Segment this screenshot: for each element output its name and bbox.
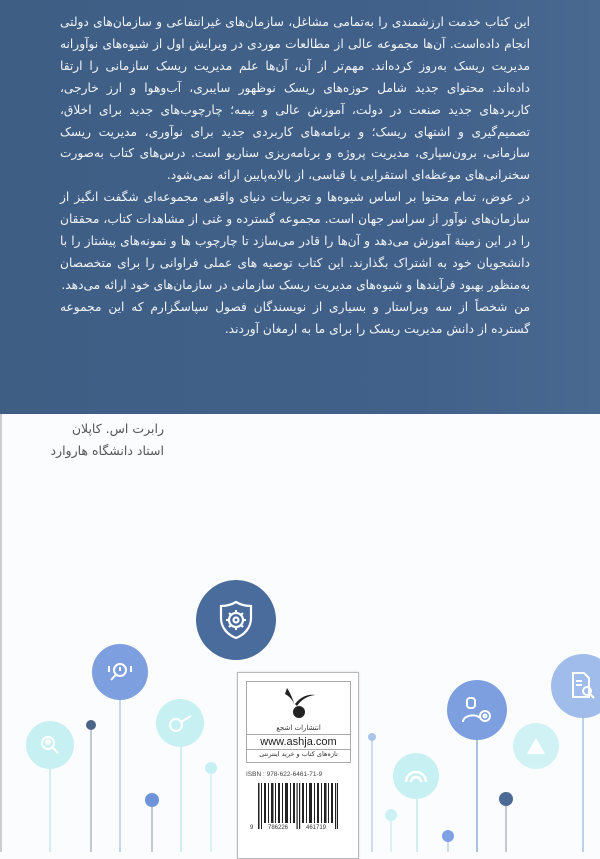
dot xyxy=(145,793,159,807)
publisher-barcode-box xyxy=(237,672,359,859)
barcode xyxy=(258,783,338,829)
dot xyxy=(499,792,513,806)
stem xyxy=(476,740,478,852)
isbn: ISBN : 978-622-6461-71-9 xyxy=(246,771,323,778)
signature-name: رابرت اس. کاپلان xyxy=(71,421,164,436)
document-search-icon xyxy=(551,654,600,718)
blurb-paragraph-1: این کتاب خدمت ارزشمندی را به‌تمامی مشاغل، سازمان‌های غیرانتفاعی و سازمان‌های دولتی انجام داده‌است. آن‌ها مجموعه عالی از مطالعات موردی در ویرایش اول از شیوه‌های نوآورانه مدیریت ریسک به‌روز کرده‌اند. مهم‌تر از آن، آن‌ها علم مدیریت ریسک سازمانی را ارتقا داده‌اند. محتوای جدید شامل حوزه‌های ریسک نوظهور سایبری، آب‌وهوا و ارز خارجی، کاربردهای جدید صنعت در دولت، آموزش عالی و بیمه؛ چارچوب‌های جدید برای اخلاق، تصمیم‌گیری و اشتهای ریسک؛ و برنامه‌های کاربردی جدید برای نوآوری، مدیریت ریسک سازمانی، برون‌سپاری، مدیریت پروژه و برنامه‌ریزی سناریو است. درس‌های کتاب به‌صورت سخنرانی‌های موعظه‌ای استقرایی یا قیاسی، از بالابه‌پایین ارائه نمی‌شود. xyxy=(60,15,530,183)
barcode-digits-right: 461719 xyxy=(306,825,327,831)
stem xyxy=(49,769,51,852)
dot xyxy=(368,733,376,741)
blurb-paragraph-3: من شخصاً از سه ویراستار و بسیاری از نویسندگان فصول سپاسگزارم که این مجموعه گسترده از دانش مدیریت ریسک را برای ما به ارمغان آوردند. xyxy=(60,299,530,336)
wifi-icon xyxy=(393,753,439,799)
blurb-panel xyxy=(0,0,600,414)
stem xyxy=(416,799,418,852)
dot xyxy=(442,830,454,842)
dot xyxy=(385,809,397,821)
publisher-logo-box xyxy=(246,681,351,763)
blurb-text xyxy=(60,12,530,341)
page-edge xyxy=(0,414,2,852)
coin-icon xyxy=(156,699,204,747)
barcode-digits-left: 786226 xyxy=(268,825,289,831)
stem xyxy=(180,747,182,852)
stem xyxy=(390,821,392,852)
dot xyxy=(86,720,96,730)
publisher-url: www.ashja.com xyxy=(247,734,350,750)
warning-triangle-icon xyxy=(513,723,559,769)
person-gear-icon xyxy=(447,680,507,740)
barcode-digit-lead: 9 xyxy=(250,825,254,831)
stem xyxy=(505,806,507,852)
stem xyxy=(210,774,212,852)
stem xyxy=(90,730,92,852)
search-person-icon xyxy=(26,721,74,769)
stem xyxy=(119,700,121,852)
signature xyxy=(50,418,164,462)
magnifier-alert-icon xyxy=(92,644,148,700)
dot xyxy=(205,762,217,774)
signature-title: استاد دانشگاه هاروارد xyxy=(50,443,164,458)
stem xyxy=(447,842,449,852)
stem xyxy=(371,741,373,852)
stem xyxy=(151,806,153,852)
stem xyxy=(582,718,584,852)
shield-gear-icon xyxy=(196,580,276,660)
publisher-logo-icon xyxy=(283,686,317,722)
blurb-paragraph-2: در عوض، تمام محتوا بر اساس شیوه‌ها و تجربیات دنیای واقعی مجموعه‌ای شگفت انگیز از سازمان‌های نوآور از سراسر جهان است. مجموعه گسترده و غنی از مشاهدات کتاب، محققان را در این زمینة آموزش می‌دهد و آن‌ها را قادر می‌سازد تا چارچوب ها و نمونه‌های پیشتاز را با دانشجویان خود به اشتراک بگذارند. این کتاب توصیه های عملی فراوانی را برای متخصصان به‌منظور بهبود فرآیندها و شیوه‌های مدیریت ریسک سازمانی در سازمان‌های خود ارائه می‌دهد. xyxy=(60,190,530,292)
publisher-tagline: تازه‌های کتاب و خرید اینترنتی xyxy=(259,750,338,758)
publisher-name: انتشارات اشجع xyxy=(276,724,321,732)
